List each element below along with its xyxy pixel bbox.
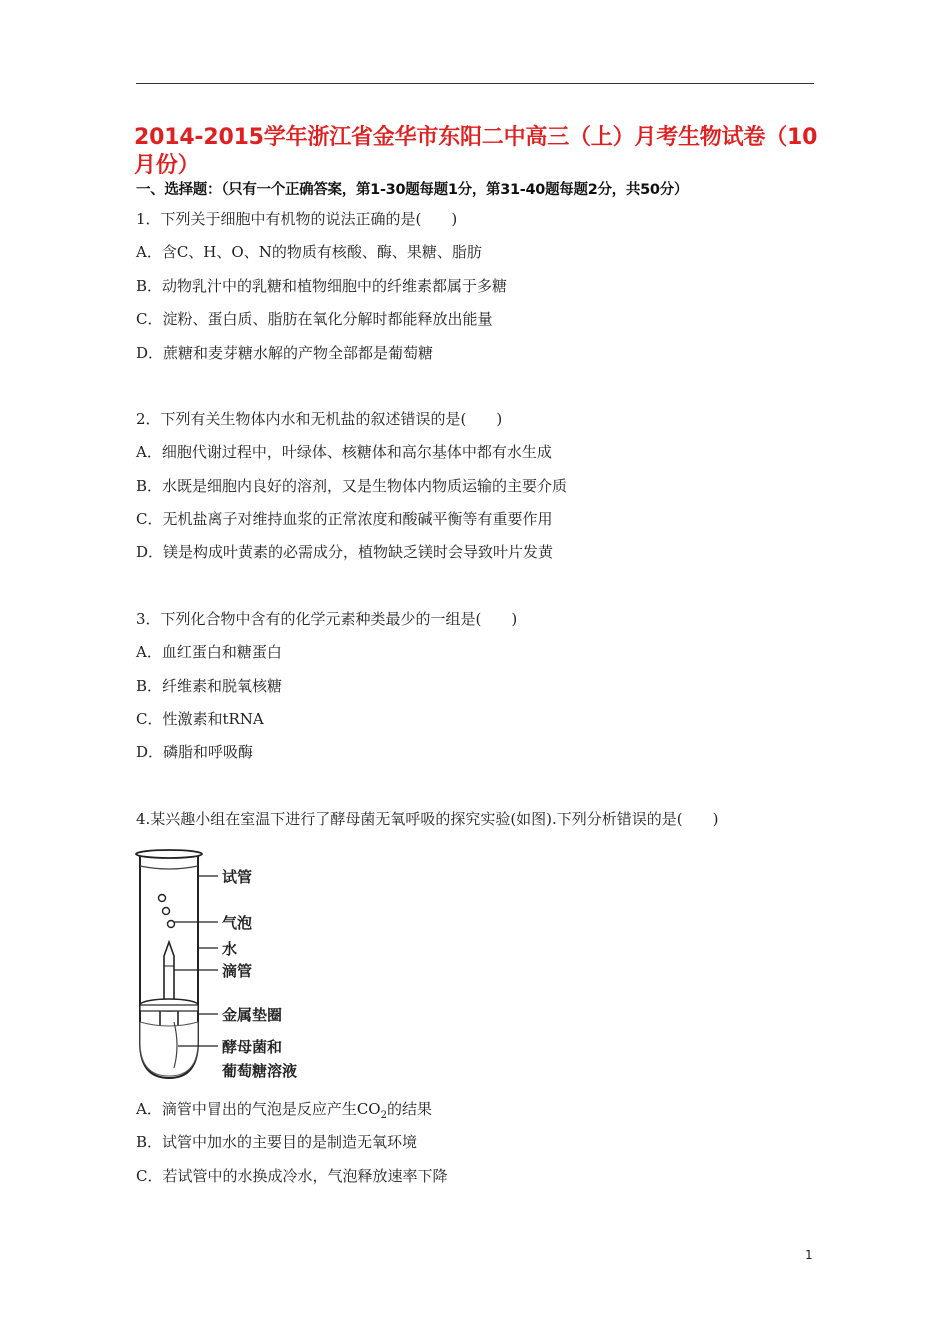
label-test-tube: 试管	[222, 868, 253, 886]
question-4-option-a	[136, 1098, 432, 1121]
question-3-stem: 3．下列化合物中含有的化学元素种类最少的一组是( )	[136, 610, 518, 628]
question-3-option-b: B．纤维素和脱氧核糖	[136, 677, 283, 695]
bubble	[159, 895, 166, 902]
metal-washer-band	[140, 1005, 198, 1011]
question-3-option-a: A．血红蛋白和糖蛋白	[136, 643, 282, 661]
question-4-stem: 4.某兴趣小组在室温下进行了酵母菌无氧呼吸的探究实验(如图).下列分析错误的是( )	[136, 810, 719, 828]
bubble	[168, 921, 175, 928]
label-glucose-solution: 葡萄糖溶液	[222, 1062, 298, 1080]
question-3-option-c: C．性激素和tRNA	[136, 710, 264, 728]
label-dropper: 滴管	[222, 962, 253, 980]
question-2-stem: 2．下列有关生物体内水和无机盐的叙述错误的是( )	[136, 410, 503, 428]
label-bubble: 气泡	[222, 914, 253, 932]
question-1-option-b: B．动物乳汁中的乳糖和植物细胞中的纤维素都属于多糖	[136, 277, 508, 295]
test-tube-figure	[128, 846, 328, 1082]
yeast-solution	[140, 1022, 198, 1076]
label-water: 水	[222, 940, 238, 958]
test-tube-rim	[136, 850, 202, 858]
water-surface	[140, 866, 198, 869]
question-1-option-a: A．含C、H、O、N的物质有核酸、酶、果糖、脂肪	[136, 243, 482, 261]
question-2-option-b: B．水既是细胞内良好的溶剂，又是生物体内物质运输的主要介质	[136, 477, 568, 495]
co2-subscript: 2	[380, 1110, 387, 1121]
question-1-option-c: C．淀粉、蛋白质、脂肪在氧化分解时都能释放出能量	[136, 310, 493, 328]
question-4-option-c: C．若试管中的水换成冷水，气泡释放速率下降	[136, 1167, 448, 1185]
option-a-suffix: 的结果	[386, 1100, 432, 1118]
header-rule	[136, 83, 814, 84]
dropper	[160, 942, 178, 1038]
question-4-option-b: B．试管中加水的主要目的是制造无氧环境	[136, 1133, 418, 1151]
label-yeast: 酵母菌和	[222, 1038, 283, 1056]
question-2-option-d: D．镁是构成叶黄素的必需成分，植物缺乏镁时会导致叶片发黄	[136, 543, 554, 561]
question-1-option-d: D．蔗糖和麦芽糖水解的产物全部都是葡萄糖	[136, 344, 434, 362]
exam-title: 2014-2015学年浙江省金华市东阳二中高三（上）月考生物试卷（10月份）	[134, 125, 818, 178]
question-2-option-c: C．无机盐离子对维持血浆的正常浓度和酸碱平衡等有重要作用	[136, 510, 553, 528]
label-metal-washer: 金属垫圈	[222, 1006, 283, 1024]
section-heading: 一、选择题：（只有一个正确答案，第1-30题每题1分，第31-40题每题2分，共50分）	[136, 182, 689, 198]
option-a-text: A．滴管中冒出的气泡是反应产生CO	[136, 1100, 381, 1118]
bubble	[163, 908, 170, 915]
question-3-option-d: D．磷脂和呼吸酶	[136, 743, 254, 761]
page-number: 1	[805, 1248, 813, 1262]
question-1-stem: 1．下列关于细胞中有机物的说法正确的是( )	[136, 210, 458, 228]
question-2-option-a: A．细胞代谢过程中，叶绿体、核糖体和高尔基体中都有水生成	[136, 443, 552, 461]
